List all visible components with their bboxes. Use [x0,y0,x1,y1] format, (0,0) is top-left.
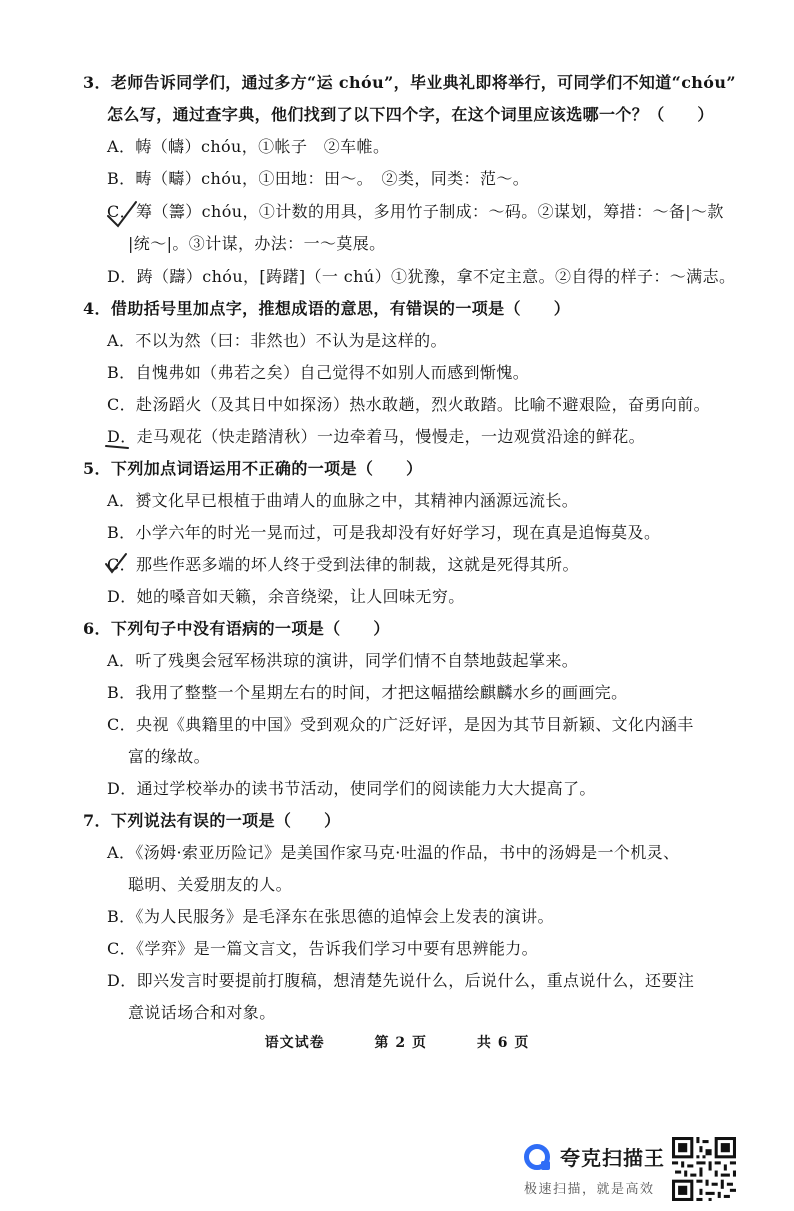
question-4-option-d: D．走马观花（快走踏清秋）一边牵着马，慢慢走，一边观赏沿途的鲜花。 [107,427,646,446]
question-7-option-b: B．《为人民服务》是毛泽东在张思德的追悼会上发表的演讲。 [107,907,554,926]
question-3-option-c-line-2: |统～|。③计谋，办法：一～莫展。 [128,234,386,253]
question-5-option-a: A．赟文化早已根植于曲靖人的血脉之中，其精神内涵源远流长。 [107,491,579,510]
qr-code-icon [672,1137,736,1201]
question-3-option-d: D．踌（躊）chóu，[踌躇]（一 chú）①犹豫，拿不定主意。②自得的样子：～满志。 [107,267,736,286]
question-3-option-a: A．帱（幬）chóu，①帐子 ②车帷。 [107,137,390,156]
question-7-stem: 7．下列说法有误的一项是（ ） [83,811,341,830]
question-6-option-c-line-1: C．央视《典籍里的中国》受到观众的广泛好评，是因为其节目新颖、文化内涵丰 [107,715,694,734]
page-footer [0,1032,794,1052]
question-6-option-d: D．通过学校举办的读书节活动，使同学们的阅读能力大大提高了。 [107,779,596,798]
question-5-option-d: D．她的嗓音如天籁，余音绕梁，让人回味无穷。 [107,587,465,606]
scanner-app-name: 夸克扫描王 [560,1146,665,1170]
question-4-stem: 4．借助括号里加点字，推想成语的意思，有错误的一项是（ ） [83,299,571,318]
question-5-option-c: C．那些作恶多端的坏人终于受到法律的制裁，这就是死得其所。 [107,555,579,574]
question-4-option-a: A．不以为然（曰：非然也）不认为是这样的。 [107,331,447,350]
question-3-option-c-line-1: C．筹（籌）chóu，①计数的用具，多用竹子制成：～码。②谋划，筹措：～备|～款 [107,202,724,221]
scanner-watermark [522,1140,672,1200]
scanner-slogan: 极速扫描，就是高效 [524,1182,655,1197]
question-6-option-b: B．我用了整整一个星期左右的时间，才把这幅描绘麒麟水乡的画画完。 [107,683,628,702]
question-5-stem: 5．下列加点词语运用不正确的一项是（ ） [83,459,423,478]
question-3-stem-line-1: 3．老师告诉同学们，通过多方“运 chóu”，毕业典礼即将举行，可同学们不知道“chóu” [83,73,736,92]
check-mark-q5 [100,548,134,582]
question-7-option-a-line-1: A．《汤姆·索亚历险记》是美国作家马克·吐温的作品，书中的汤姆是一个机灵、 [107,843,680,862]
question-5-option-b: B．小学六年的时光一晃而过，可是我却没有好好学习，现在真是追悔莫及。 [107,523,661,542]
question-3-option-b: B．畴（疇）chóu，①田地：田～。 ②类，同类：范～。 [107,169,530,188]
question-7-option-d-line-1: D．即兴发言时要提前打腹稿，想清楚先说什么，后说什么，重点说什么，还要注 [107,971,695,990]
check-mark-q4 [100,420,134,454]
footer-page-number: 第 2 页 [374,1035,427,1051]
question-7-option-a-line-2: 聪明、关爱朋友的人。 [128,875,293,894]
footer-subject: 语文试卷 [264,1035,325,1051]
check-mark-q3 [102,196,142,236]
question-6-stem: 6．下列句子中没有语病的一项是（ ） [83,619,390,638]
question-6-option-a: A．听了残奥会冠军杨洪琼的演讲，同学们情不自禁地鼓起掌来。 [107,651,579,670]
footer-total-pages: 共 6 页 [476,1035,530,1051]
quark-logo-icon [524,1144,550,1170]
question-4-option-b: B．自愧弗如（弗若之矣）自己觉得不如别人而感到惭愧。 [107,363,530,382]
question-7-option-c: C．《学弈》是一篇文言文，告诉我们学习中要有思辨能力。 [107,939,539,958]
question-3-stem-line-2: 怎么写，通过查字典，他们找到了以下四个字，在这个词里应该选哪一个？（ ） [107,105,714,124]
question-6-option-c-line-2: 富的缘故。 [128,747,211,766]
question-4-option-c: C．赴汤蹈火（及其日中如探汤）热水敢趟，烈火敢踏。比喻不避艰险，奋勇向前。 [107,395,711,414]
question-7-option-d-line-2: 意说话场合和对象。 [128,1003,276,1022]
